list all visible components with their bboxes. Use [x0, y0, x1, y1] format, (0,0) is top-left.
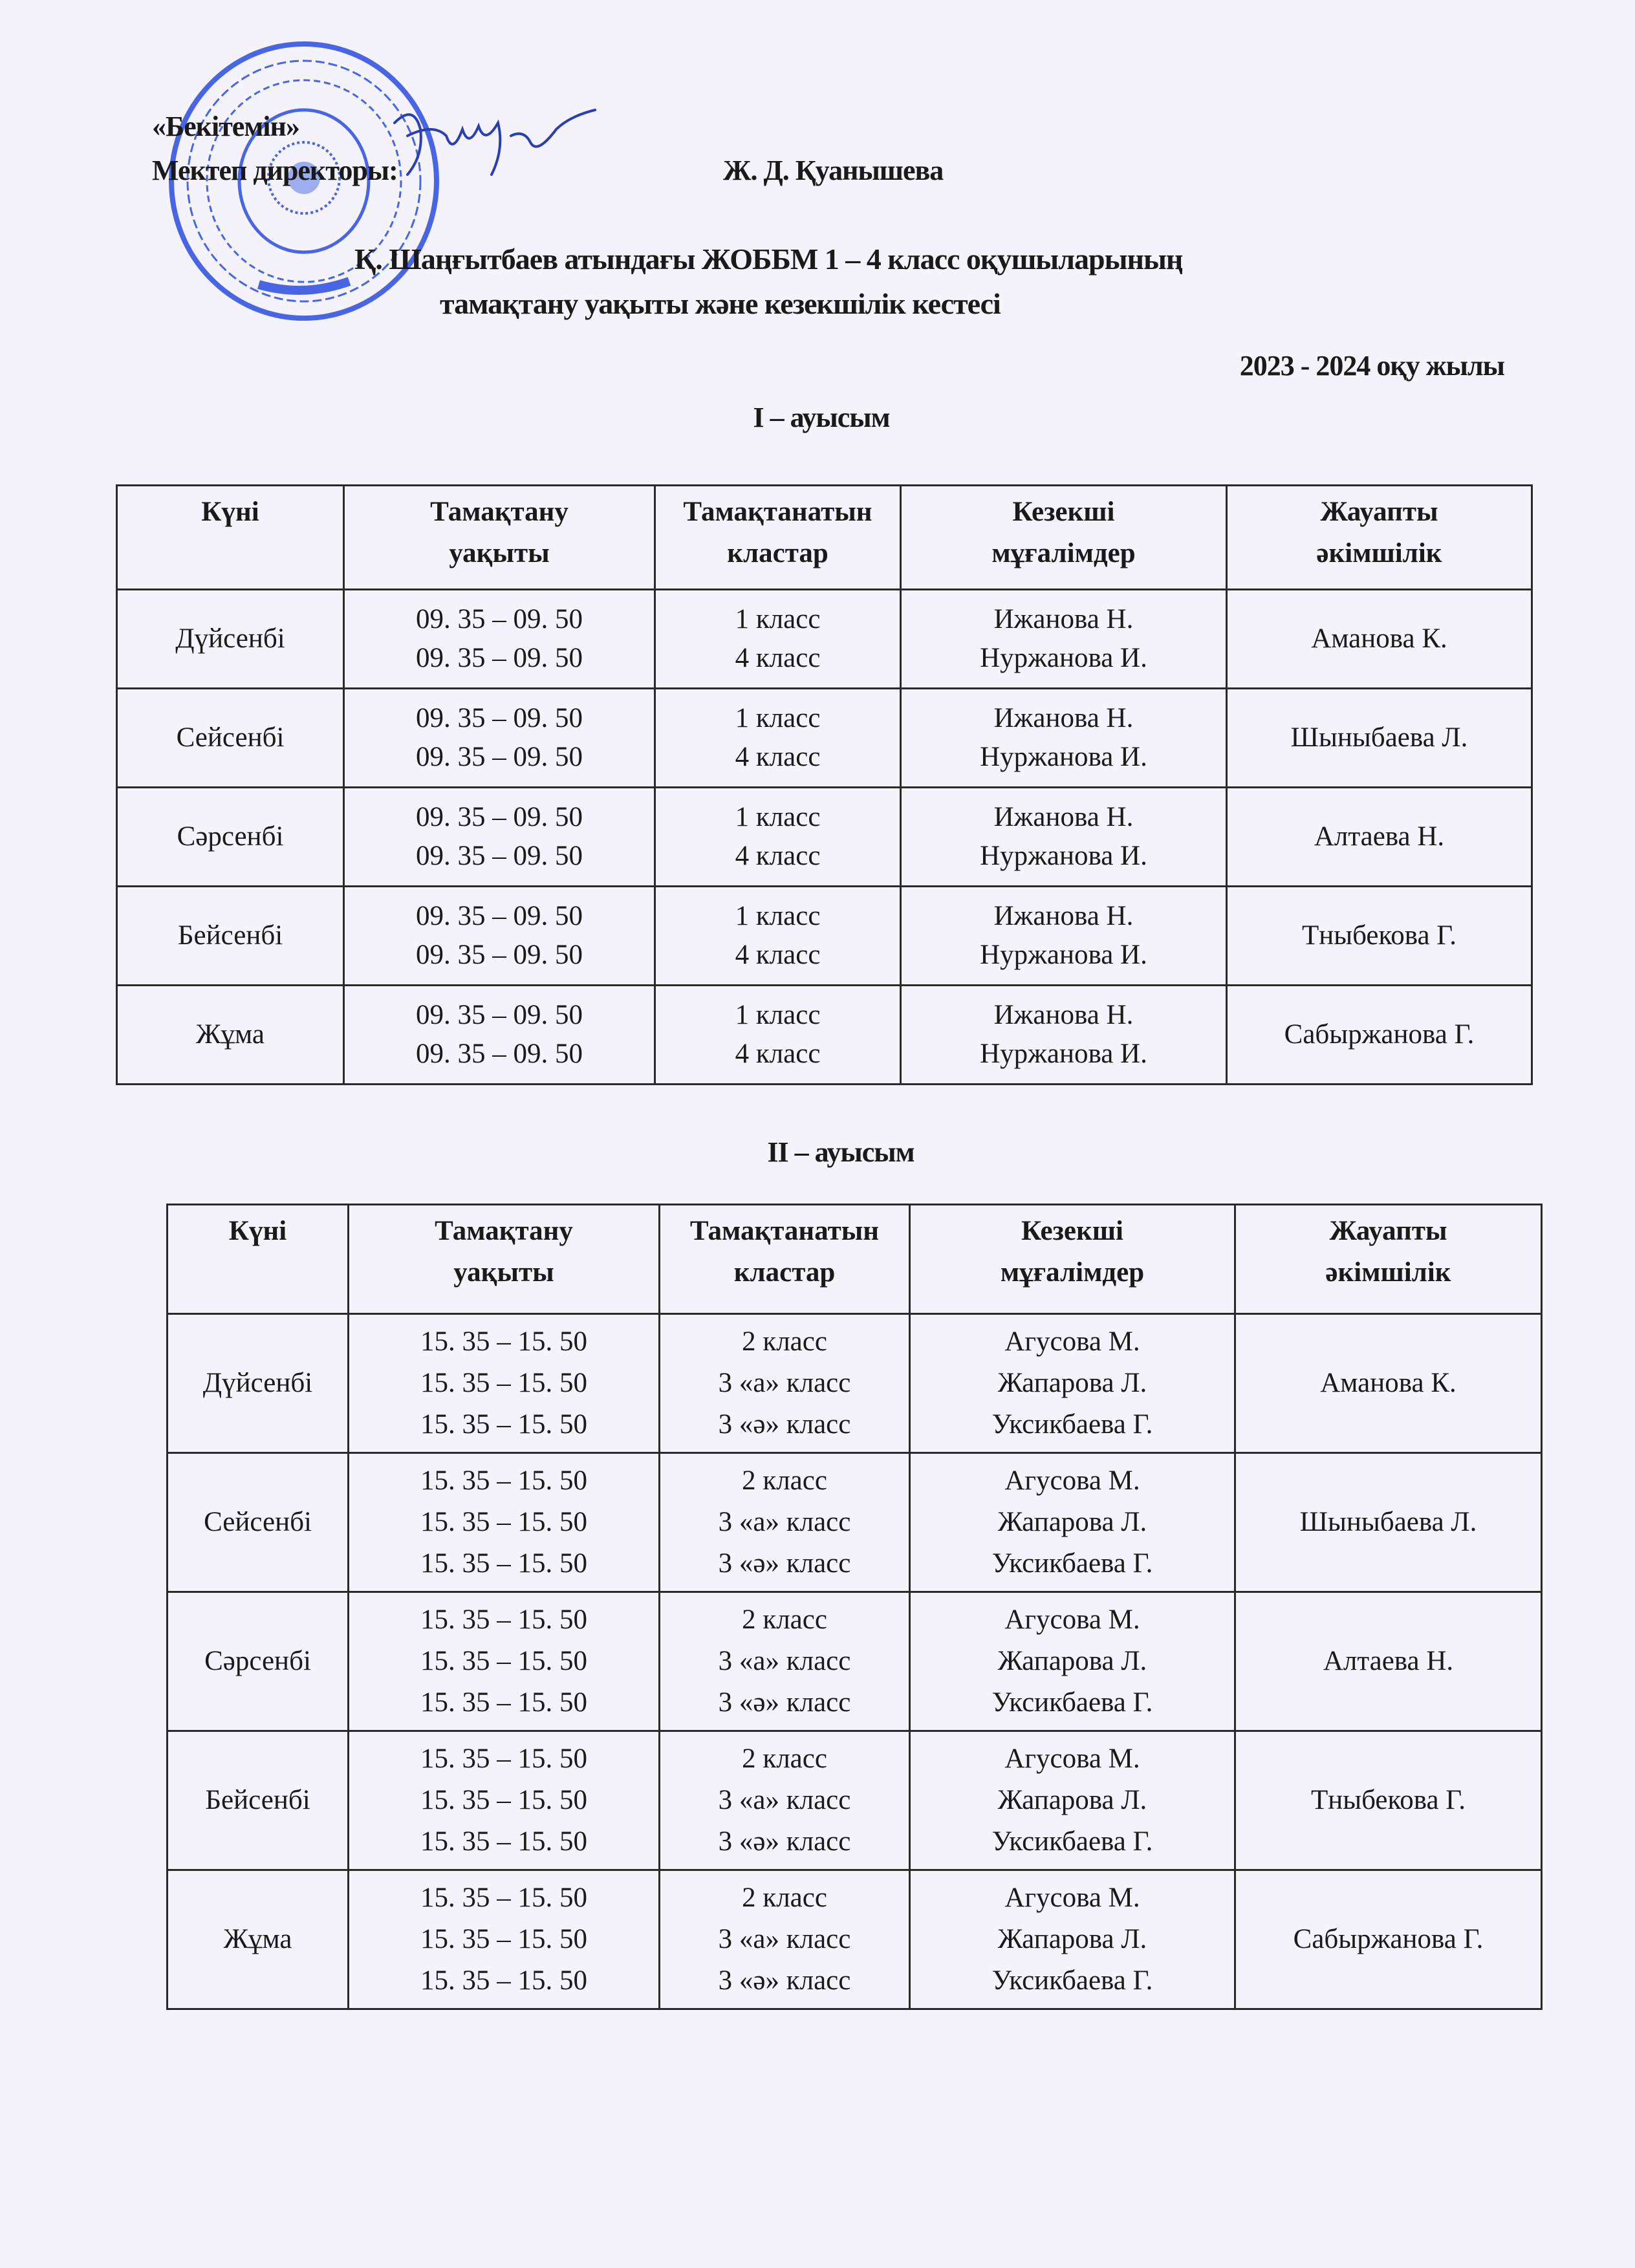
admin-name: Аманова К.: [1311, 623, 1447, 654]
class-name: 1 класс: [735, 802, 821, 832]
admin-name: Алтаева Н.: [1314, 821, 1445, 852]
day-name: Сейсенбі: [204, 1507, 312, 1537]
teacher-name: Нуржанова И.: [980, 1039, 1147, 1069]
column-header-text: кластар: [727, 538, 828, 568]
teacher-name: Нуржанова И.: [980, 841, 1147, 871]
column-header-text: мұғалімдер: [1000, 1257, 1145, 1288]
teacher-name: Агусова М.: [1004, 1883, 1140, 1913]
table-row: [117, 590, 1532, 689]
table-row: [117, 689, 1532, 788]
column-header-text: кластар: [733, 1257, 836, 1288]
meal-time: 15. 35 – 15. 50: [420, 1507, 587, 1537]
teacher-name-cell: [910, 1731, 1235, 1870]
admin-name: Тныбекова Г.: [1310, 1785, 1466, 1815]
admin-cell: [1227, 590, 1532, 689]
admin-name: Сабыржанова Г.: [1284, 1019, 1475, 1050]
class-name: 3 «а» класс: [718, 1646, 851, 1676]
teacher-name: Агусова М.: [1004, 1604, 1140, 1635]
teacher-name: Ижанова Н.: [993, 703, 1134, 733]
meal-time: 09. 35 – 09. 50: [416, 1039, 583, 1069]
day-cell: [168, 1870, 349, 2009]
shift-1-label: I – ауысым: [753, 402, 890, 433]
teacher-name: Ижанова Н.: [993, 604, 1134, 634]
meal-time: 15. 35 – 15. 50: [420, 1326, 587, 1357]
admin-cell: [1235, 1314, 1542, 1453]
class-name: 3 «а» класс: [718, 1368, 851, 1398]
class-name-cell: [655, 887, 901, 986]
meal-time: 15. 35 – 15. 50: [420, 1826, 587, 1857]
meal-time-cell: [344, 590, 655, 689]
meal-time: 15. 35 – 15. 50: [420, 1744, 587, 1774]
day-name: Сейсенбі: [176, 722, 285, 753]
table-row: [117, 788, 1532, 887]
meal-time: 15. 35 – 15. 50: [420, 1687, 587, 1718]
class-name: 2 класс: [742, 1883, 827, 1913]
class-name: 2 класс: [742, 1604, 827, 1635]
column-header-text: Тамақтанатын: [683, 497, 872, 527]
column-header-text: әкімшілік: [1325, 1257, 1451, 1288]
meal-time-cell: [349, 1453, 660, 1592]
meal-time: 15. 35 – 15. 50: [420, 1548, 587, 1579]
day-cell: [117, 590, 344, 689]
teacher-name: Жапарова Л.: [997, 1507, 1147, 1537]
class-name: 2 класс: [742, 1744, 827, 1774]
teacher-name-cell: [910, 1592, 1235, 1731]
table-row: [168, 1870, 1542, 2009]
day-name: Бейсенбі: [177, 920, 283, 951]
director-name: Ж. Д. Қуанышева: [723, 155, 944, 186]
table-row: [117, 887, 1532, 986]
teacher-name: Ижанова Н.: [993, 901, 1134, 931]
class-name: 2 класс: [742, 1326, 827, 1357]
teacher-name: Уксикбаева Г.: [991, 1409, 1153, 1440]
column-header-meal-time: [344, 486, 655, 590]
teacher-name: Жапарова Л.: [997, 1646, 1147, 1676]
meal-time: 15. 35 – 15. 50: [420, 1465, 587, 1496]
teacher-name: Уксикбаева Г.: [991, 1548, 1153, 1579]
column-header-classes: [660, 1205, 910, 1314]
column-header-text: Күні: [228, 1216, 287, 1246]
column-header-text: Жауапты: [1320, 497, 1438, 527]
meal-time: 09. 35 – 09. 50: [416, 703, 583, 733]
admin-name: Аманова К.: [1320, 1368, 1456, 1398]
column-header-text: Күні: [201, 497, 259, 527]
column-header-duty-teachers: [910, 1205, 1235, 1314]
meal-time: 09. 35 – 09. 50: [416, 1000, 583, 1030]
column-header-responsible-admin: [1227, 486, 1532, 590]
table-row: [168, 1453, 1542, 1592]
class-name-cell: [655, 590, 901, 689]
class-name: 4 класс: [735, 643, 821, 673]
admin-name: Алтаева Н.: [1323, 1646, 1454, 1676]
column-header-text: мұғалімдер: [991, 538, 1136, 568]
teacher-name: Агусова М.: [1004, 1326, 1140, 1357]
column-header-text: әкімшілік: [1316, 538, 1442, 568]
class-name: 3 «ә» класс: [718, 1687, 851, 1718]
meal-time: 15. 35 – 15. 50: [420, 1646, 587, 1676]
meal-time: 15. 35 – 15. 50: [420, 1883, 587, 1913]
admin-cell: [1227, 887, 1532, 986]
teacher-name-cell: [901, 887, 1227, 986]
meal-time-cell: [344, 887, 655, 986]
class-name-cell: [660, 1314, 910, 1453]
admin-cell: [1227, 689, 1532, 788]
meal-time: 15. 35 – 15. 50: [420, 1965, 587, 1996]
table-row: [117, 986, 1532, 1085]
class-name: 4 класс: [735, 742, 821, 772]
teacher-name-cell: [910, 1453, 1235, 1592]
meal-time: 09. 35 – 09. 50: [416, 604, 583, 634]
teacher-name: Жапарова Л.: [997, 1924, 1147, 1954]
table-row: [168, 1731, 1542, 1870]
meal-time-cell: [344, 788, 655, 887]
document-title-line2: тамақтану уақыты және кезекшілік кестесі: [440, 287, 1001, 320]
day-cell: [168, 1592, 349, 1731]
table-header-row: [117, 486, 1532, 590]
meal-time-cell: [349, 1731, 660, 1870]
table-row: [168, 1592, 1542, 1731]
meal-time-cell: [344, 689, 655, 788]
meal-time-cell: [344, 986, 655, 1085]
teacher-name-cell: [901, 788, 1227, 887]
teacher-name: Агусова М.: [1004, 1744, 1140, 1774]
day-cell: [168, 1731, 349, 1870]
teacher-name-cell: [901, 689, 1227, 788]
admin-cell: [1235, 1453, 1542, 1592]
admin-cell: [1227, 788, 1532, 887]
class-name: 3 «а» класс: [718, 1785, 851, 1815]
class-name-cell: [660, 1870, 910, 2009]
meal-time: 15. 35 – 15. 50: [420, 1409, 587, 1440]
class-name: 1 класс: [735, 604, 821, 634]
column-header-classes: [655, 486, 901, 590]
meal-time: 09. 35 – 09. 50: [416, 742, 583, 772]
meal-time: 15. 35 – 15. 50: [420, 1604, 587, 1635]
meal-time: 09. 35 – 09. 50: [416, 901, 583, 931]
class-name-cell: [655, 689, 901, 788]
meal-time: 09. 35 – 09. 50: [416, 841, 583, 871]
approval-label: «Бекітемін»: [152, 111, 299, 142]
table-header-row: [168, 1205, 1542, 1314]
teacher-name-cell: [901, 590, 1227, 689]
column-header-text: Жауапты: [1329, 1216, 1447, 1246]
column-header-day: [117, 486, 344, 590]
column-header-text: Тамақтанатын: [689, 1216, 880, 1246]
shift-1-schedule-table: [116, 484, 1533, 1085]
teacher-name-cell: [910, 1314, 1235, 1453]
teacher-name: Нуржанова И.: [980, 643, 1147, 673]
class-name-cell: [660, 1453, 910, 1592]
teacher-name: Ижанова Н.: [993, 1000, 1134, 1030]
day-name: Жұма: [223, 1924, 292, 1954]
admin-name: Сабыржанова Г.: [1293, 1924, 1484, 1954]
column-header-meal-time: [349, 1205, 660, 1314]
teacher-name: Нуржанова И.: [980, 940, 1147, 970]
meal-time: 15. 35 – 15. 50: [420, 1368, 587, 1398]
meal-time: 09. 35 – 09. 50: [416, 643, 583, 673]
column-header-text: уақыты: [453, 1257, 554, 1288]
class-name: 4 класс: [735, 1039, 821, 1069]
day-cell: [168, 1314, 349, 1453]
teacher-name-cell: [910, 1870, 1235, 2009]
class-name: 3 «а» класс: [718, 1507, 851, 1537]
day-name: Жұма: [195, 1019, 265, 1050]
column-header-text: Тамақтану: [435, 1216, 573, 1246]
column-header-text: уақыты: [449, 538, 550, 568]
teacher-name-cell: [901, 986, 1227, 1085]
class-name-cell: [655, 788, 901, 887]
meal-time: 15. 35 – 15. 50: [420, 1924, 587, 1954]
meal-time: 15. 35 – 15. 50: [420, 1785, 587, 1815]
meal-time-cell: [349, 1870, 660, 2009]
shift-2-label: II – ауысым: [767, 1136, 915, 1168]
document-title-line1: Қ. Шаңғытбаев атындағы ЖОББМ 1 – 4 класс оқушыларының: [354, 243, 1183, 275]
column-header-day: [168, 1205, 349, 1314]
class-name: 3 «ә» класс: [718, 1826, 851, 1857]
column-header-responsible-admin: [1235, 1205, 1542, 1314]
class-name: 2 класс: [742, 1465, 827, 1496]
column-header-text: Тамақтану: [430, 497, 568, 527]
table-row: [168, 1314, 1542, 1453]
day-cell: [117, 689, 344, 788]
admin-cell: [1227, 986, 1532, 1085]
teacher-name: Уксикбаева Г.: [991, 1687, 1153, 1718]
day-name: Дүйсенбі: [175, 623, 285, 654]
academic-year: 2023 - 2024 оқу жылы: [1239, 350, 1504, 382]
day-cell: [168, 1453, 349, 1592]
class-name: 3 «ә» класс: [718, 1409, 851, 1440]
admin-name: Шыныбаева Л.: [1299, 1507, 1477, 1537]
admin-name: Тныбекова Г.: [1301, 920, 1457, 951]
admin-cell: [1235, 1592, 1542, 1731]
day-name: Дүйсенбі: [202, 1368, 313, 1398]
teacher-name: Уксикбаева Г.: [991, 1826, 1153, 1857]
class-name: 3 «ә» класс: [718, 1965, 851, 1996]
admin-cell: [1235, 1731, 1542, 1870]
day-cell: [117, 986, 344, 1085]
shift-2-schedule-table: [166, 1204, 1543, 2010]
class-name-cell: [660, 1592, 910, 1731]
class-name-cell: [660, 1731, 910, 1870]
teacher-name: Ижанова Н.: [993, 802, 1134, 832]
class-name-cell: [655, 986, 901, 1085]
admin-cell: [1235, 1870, 1542, 2009]
day-cell: [117, 788, 344, 887]
teacher-name: Нуржанова И.: [980, 742, 1147, 772]
day-name: Бейсенбі: [205, 1785, 310, 1815]
column-header-text: Кезекші: [1012, 497, 1115, 527]
meal-time: 09. 35 – 09. 50: [416, 940, 583, 970]
director-position: Мектеп директоры:: [152, 155, 398, 186]
meal-time-cell: [349, 1592, 660, 1731]
admin-name: Шыныбаева Л.: [1290, 722, 1468, 753]
class-name: 4 класс: [735, 841, 821, 871]
column-header-duty-teachers: [901, 486, 1227, 590]
column-header-text: Кезекші: [1021, 1216, 1124, 1246]
class-name: 1 класс: [735, 703, 821, 733]
class-name: 4 класс: [735, 940, 821, 970]
teacher-name: Уксикбаева Г.: [991, 1965, 1153, 1996]
meal-time: 09. 35 – 09. 50: [416, 802, 583, 832]
class-name: 1 класс: [735, 1000, 821, 1030]
teacher-name: Агусова М.: [1004, 1465, 1140, 1496]
class-name: 3 «а» класс: [718, 1924, 851, 1954]
teacher-name: Жапарова Л.: [997, 1368, 1147, 1398]
class-name: 1 класс: [735, 901, 821, 931]
class-name: 3 «ә» класс: [718, 1548, 851, 1579]
day-name: Сәрсенбі: [177, 821, 284, 852]
teacher-name: Жапарова Л.: [997, 1785, 1147, 1815]
day-cell: [117, 887, 344, 986]
meal-time-cell: [349, 1314, 660, 1453]
director-signature: [388, 97, 601, 188]
day-name: Сәрсенбі: [204, 1646, 311, 1676]
